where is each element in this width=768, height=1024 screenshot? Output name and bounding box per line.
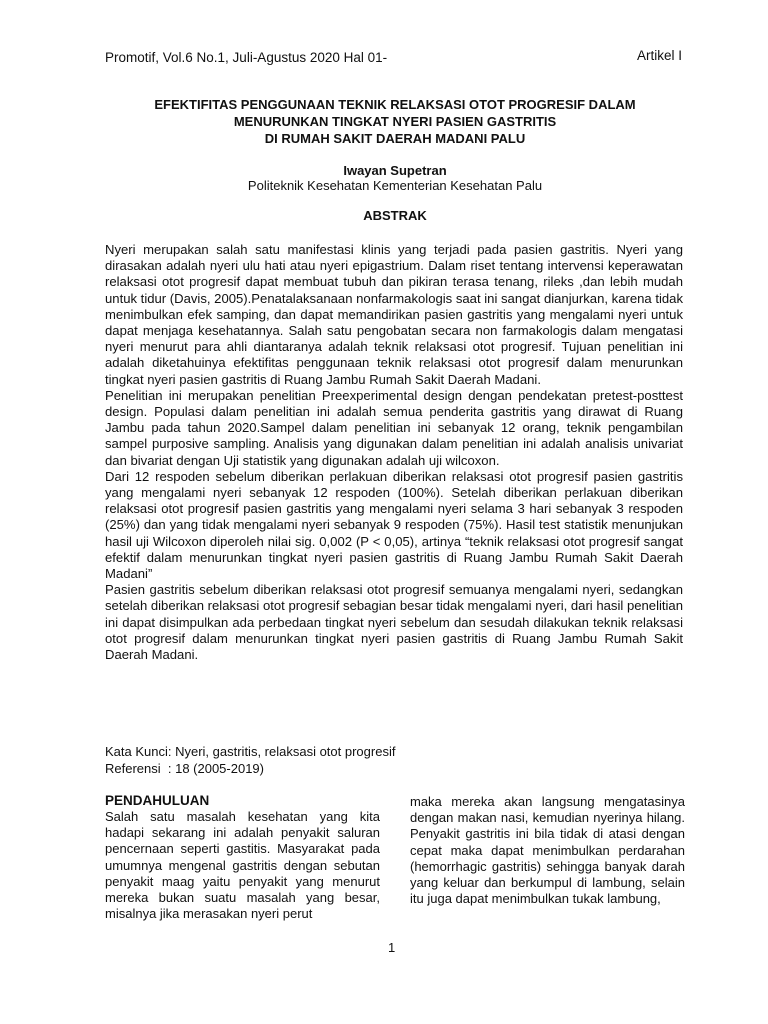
abstract-paragraph: Pasien gastritis sebelum diberikan relaksasi otot progresif semuanya mengalami nyeri, sedangkan setelah diberikan relaksasi otot progresif sebagian besar tidak mengalami nyeri, dari hasil penelitian ini dapat disimpulkan ada perbedaan tingkat nyeri sebelum dan sesudah dilakukan teknik relaksasi otot progresif dalam menurunkan tingkat nyeri pasien gastritis di Ruang Jambu Rumah Sakit Daerah Madani. — [105, 582, 683, 663]
abstract-body — [105, 242, 683, 663]
title-line-3: DI RUMAH SAKIT DAERAH MADANI PALU — [264, 131, 526, 146]
intro-left-column — [105, 792, 380, 922]
title-line-2: MENURUNKAN TINGKAT NYERI PASIEN GASTRITIS — [233, 114, 557, 129]
author-affiliation: Politeknik Kesehatan Kementerian Kesehatan Palu — [247, 178, 543, 193]
title-line-1: EFEKTIFITAS PENGGUNAAN TEKNIK RELAKSASI OTOT PROGRESIF DALAM — [154, 97, 636, 112]
page-number: 1 — [388, 940, 396, 955]
abstract-heading: ABSTRAK — [363, 208, 427, 223]
intro-right-text: maka mereka akan langsung mengatasinya dengan makan nasi, kemudian nyerinya hilang. Penyakit gastritis ini bila tidak di atasi dengan cepat maka dapat menimbulkan perdarahan (hemorrhagic gastritis) sehingga banyak darah yang keluar dan berkumpul di lambung, selain itu juga dapat menimbulkan tukak lambung, — [410, 794, 685, 907]
abstract-paragraph: Penelitian ini merupakan penelitian Preexperimental design dengan pendekatan pretest-posttest design. Populasi dalam penelitian ini adalah semua penderita gastritis yang dirawat di Ruang Jambu pada tahun 2020.Sampel dalam penelitian ini sebanyak 12 orang, teknik pengambilan sampel purposive sampling. Analisis yang digunakan dalam penelitian ini adalah analisis univariat dan bivariat dengan Uji statistik yang digunakan adalah uji wilcoxon. — [105, 387, 683, 468]
journal-header: Promotif, Vol.6 No.1, Juli-Agustus 2020 Hal 01- — [105, 50, 388, 65]
abstract-paragraph: Nyeri merupakan salah satu manifestasi klinis yang terjadi pada pasien gastritis. Nyeri yang dirasakan adalah nyeri ulu hati atau nyeri epigastrium. Dalam riset tentang intervensi keperawatan relaksasi otot progresif dapat membuat tubuh dan pikiran terasa tenang, rileks ,dan lebih mudah untuk tidur (Davis, 2005).Penatalaksanaan nonfarmakologis saat ini sangat dianjurkan, karena tidak menimbulkan efek samping, dan dapat memandirikan pasien gastritis yang mengalami nyeri untuk dapat menjaga kesehatannya. Salah satu pengobatan secara non farmakologis dalam mengatasi nyeri menurut para ahli diantaranya adalah teknik relaksasi otot progresif. Tujuan penelitian ini adalah diketahuinya efektifitas penggunaan teknik relaksasi otot progresif dalam menurunkan tingkat nyeri pasien gastritis di Ruang Jambu Rumah Sakit Daerah Madani. — [105, 242, 683, 387]
paper-title — [90, 96, 700, 147]
author-name: Iwayan Supetran — [343, 163, 447, 178]
intro-right-column — [410, 794, 685, 907]
intro-left-text: Salah satu masalah kesehatan yang kita hadapi sekarang ini adalah penyakit saluran pencernaan seperti gastitis. Masyarakat pada umumnya mengenal gastritis dengan sebutan penyakit maag yaitu penyakit yang menurut mereka bukan suatu masalah yang besar, misalnya jika merasakan nyeri perut — [105, 809, 380, 922]
keywords: Kata Kunci: Nyeri, gastritis, relaksasi otot progresif — [105, 744, 396, 759]
references-count: Referensi : 18 (2005-2019) — [105, 760, 264, 776]
abstract-paragraph: Dari 12 respoden sebelum diberikan perlakuan diberikan relaksasi otot progresif pasien gastritis yang mengalami nyeri sebanyak 12 respoden (100%). Setelah diberikan perlakuan diberikan relaksasi otot progresif pasien gastritis yang mengalami nyeri selama 3 hari sebanyak 3 respoden (25%) dan yang tidak mengalami nyeri sebanyak 9 respoden (75%). Hasil test statistik menunjukan hasil uji Wilcoxon diperoleh nilai sig. 0,002 (P < 0,05), artinya “teknik relaksasi otot progresif sangat efektif dalam menurunkan tingkat nyeri pasien gastritis di Ruang Jambu Rumah Sakit Daerah Madani” — [105, 468, 683, 582]
keywords-block — [105, 744, 395, 777]
article-label: Artikel I — [636, 48, 682, 63]
section-heading-introduction: PENDAHULUAN — [105, 793, 210, 808]
